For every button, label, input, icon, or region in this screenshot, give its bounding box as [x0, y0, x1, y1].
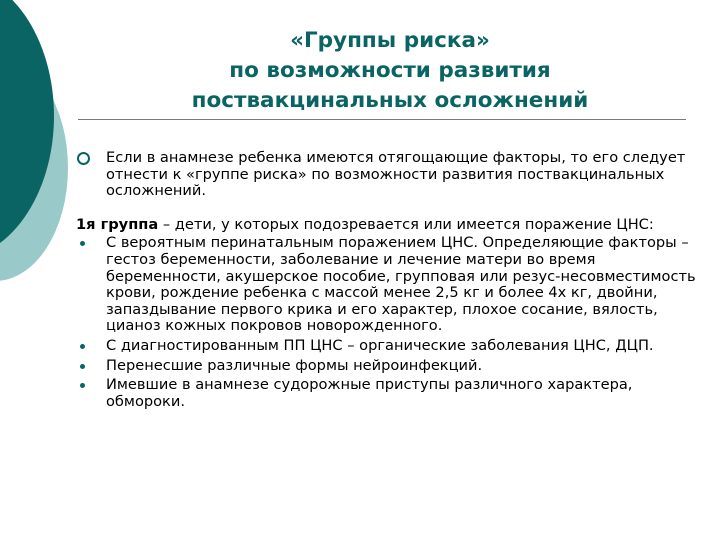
group-1-heading	[76, 217, 696, 234]
title-line-1: «Группы риска»	[290, 28, 490, 53]
list-item-text: Перенесшие различные формы нейроинфекций.	[106, 356, 483, 374]
list-item	[76, 377, 696, 410]
title-line-3: поствакцинальных осложнений	[191, 88, 589, 113]
list-item	[76, 358, 696, 375]
list-item	[76, 338, 696, 355]
slide-title	[110, 26, 670, 116]
bullet-list	[76, 235, 696, 410]
intro-text: Если в анамнезе ребенка имеются отягощающие факторы, то его следует отнести к «группе риска» по возможности развития поствакцинальных осложнений.	[106, 149, 686, 200]
title-divider	[78, 119, 686, 120]
list-item-text: С вероятным перинатальным поражением ЦНС. Определяющие факторы – гестоз беременности, заболевание и лечение матери во время беременности, акушерское пособие, групповая или резус-несовместимость крови, рождение ребенка с массой менее 2,5 кг и более 4х кг, двойни, запаздывание первого крика и его характер, плохое сосание, вялость, цианоз кожных покровов новорожденного.	[106, 234, 696, 335]
list-item-text: С диагностированным ПП ЦНС – органические заболевания ЦНС, ДЦП.	[106, 336, 654, 354]
slide-content	[76, 150, 696, 413]
group-1-label: 1я группа	[76, 215, 159, 233]
title-line-2: по возможности развития	[229, 58, 551, 83]
intro-paragraph	[76, 150, 696, 200]
group-1-text: – дети, у которых подозревается или имеется поражение ЦНС:	[158, 215, 654, 233]
list-item	[76, 235, 696, 335]
list-item-text: Имевшие в анамнезе судорожные приступы различного характера, обмороки.	[106, 376, 633, 410]
